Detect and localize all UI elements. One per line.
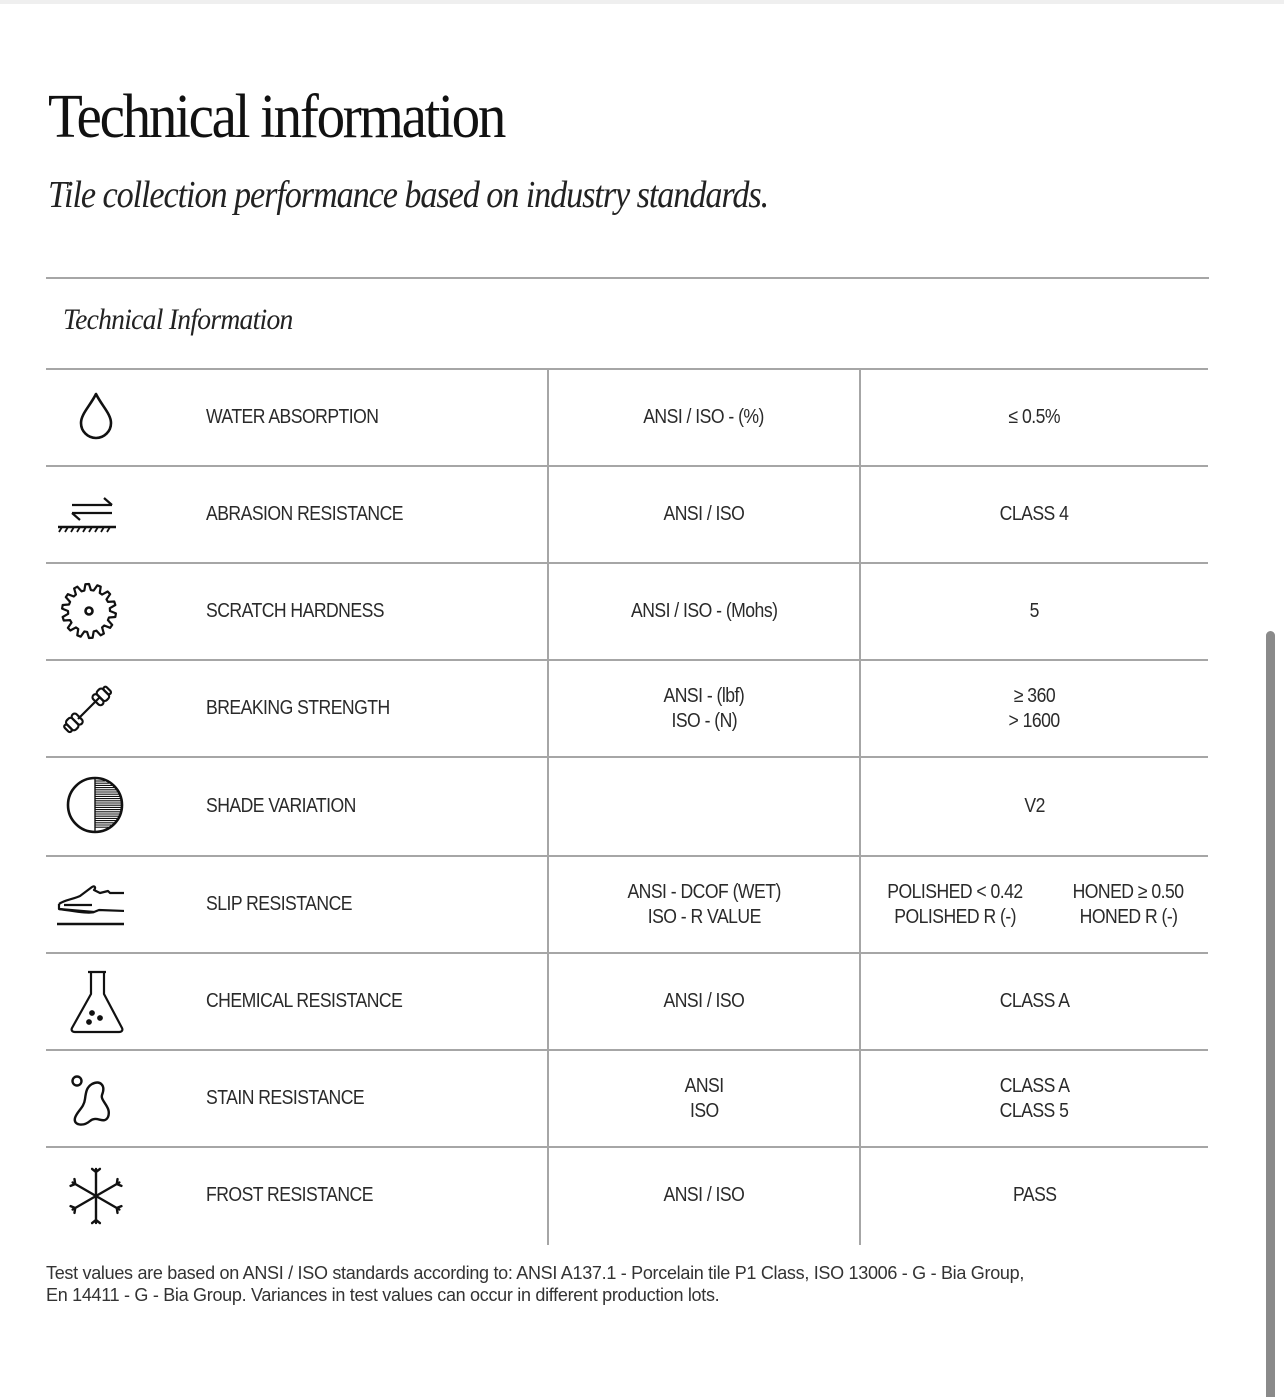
section-label: Technical Information (63, 303, 293, 336)
standard-line: ANSI / ISO (663, 990, 745, 1012)
table-row-slip-resistance (46, 855, 1208, 952)
value-line: > 1600 (1008, 709, 1061, 732)
value-line: ≥ 360 (1013, 684, 1056, 707)
value-line: CLASS 5 (1000, 1099, 1069, 1122)
value-line: CLASS A (999, 1074, 1070, 1097)
property-label: SHADE VARIATION (206, 795, 356, 817)
value-line: HONED ≥ 0.50 (1072, 880, 1184, 903)
property-label: WATER ABSORPTION (206, 406, 379, 428)
standard-line: ISO (689, 1099, 719, 1122)
table-row-scratch-hardness (46, 562, 1208, 659)
value-group-polished (878, 880, 1032, 930)
standard-line: ANSI (684, 1074, 724, 1097)
snowflake-icon (54, 1160, 124, 1230)
value-line: ≤ 0.5% (1008, 406, 1061, 428)
property-label: ABRASION RESISTANCE (206, 503, 403, 525)
water-drop-icon (54, 382, 124, 452)
technical-table (46, 368, 1208, 1243)
half-shaded-circle-icon (54, 770, 124, 840)
stain-icon (54, 1063, 124, 1133)
table-row-stain-resistance (46, 1049, 1208, 1146)
table-row-frost-resistance (46, 1146, 1208, 1243)
standard-line: ISO - R VALUE (647, 905, 761, 928)
footnote-line-2: En 14411 - G - Bia Group. Variances in test values can occur in different production lots. (46, 1285, 720, 1305)
property-label: STAIN RESISTANCE (206, 1087, 365, 1109)
standard-line: ANSI - (lbf) (663, 684, 745, 707)
abrasion-arrows-icon (54, 479, 124, 549)
top-edge-bar (0, 0, 1284, 4)
page-title: Technical information (48, 83, 505, 151)
value-line: CLASS 4 (1000, 503, 1069, 525)
footnote-line-1: Test values are based on ANSI / ISO standards according to: ANSI A137.1 - Porcelain tile P1 Class, ISO 13006 - G - Bia Group, (46, 1263, 1025, 1283)
table-row-shade-variation (46, 756, 1208, 855)
value-line: CLASS A (999, 990, 1070, 1012)
standard-line: ISO - (N) (671, 709, 737, 732)
table-row-breaking-strength (46, 659, 1208, 756)
property-label: CHEMICAL RESISTANCE (206, 990, 403, 1012)
page-subtitle: Tile collection performance based on industry standards. (48, 174, 769, 216)
value-group-honed (1065, 880, 1191, 930)
property-label: SCRATCH HARDNESS (206, 600, 385, 622)
section-divider-top (46, 277, 1209, 279)
table-row-chemical-resistance (46, 952, 1208, 1049)
property-label: FROST RESISTANCE (206, 1184, 373, 1206)
property-label: BREAKING STRENGTH (206, 697, 390, 719)
table-row-abrasion-resistance (46, 465, 1208, 562)
value-line: 5 (1029, 600, 1040, 622)
dumbbell-icon (54, 673, 124, 743)
value-line: V2 (1024, 795, 1045, 817)
gear-icon (54, 576, 124, 646)
shoe-icon (54, 869, 124, 939)
flask-icon (54, 966, 124, 1036)
standard-line: ANSI / ISO (663, 1184, 745, 1206)
value-line: HONED R (-) (1079, 905, 1178, 928)
footnote (46, 1262, 1166, 1306)
standard-line: ANSI - DCOF (WET) (627, 880, 781, 903)
property-label: SLIP RESISTANCE (206, 893, 352, 915)
standard-line: ANSI / ISO - (%) (643, 406, 765, 428)
value-line: PASS (1012, 1184, 1057, 1206)
standard-line: ANSI / ISO (663, 503, 745, 525)
value-line: POLISHED < 0.42 (886, 880, 1023, 903)
scrollbar-thumb[interactable] (1266, 631, 1275, 1397)
standard-line: ANSI / ISO - (Mohs) (630, 600, 778, 622)
table-row-water-absorption (46, 368, 1208, 465)
value-line: POLISHED R (-) (893, 905, 1016, 928)
